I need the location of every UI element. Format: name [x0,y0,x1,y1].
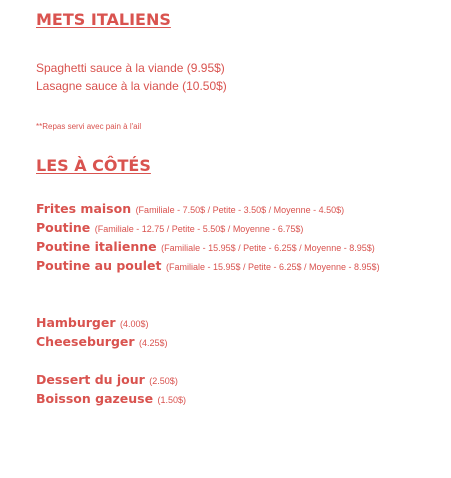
menu-item-poutine [36,220,303,237]
section-title-sides: LES À CÔTÉS [36,156,151,175]
menu-item-poutine-au-poulet [36,258,380,275]
section-title-italian: METS ITALIENS [36,10,171,29]
item-name: Frites maison [36,201,132,216]
menu-item-cheeseburger [36,334,168,351]
item-details: (Familiale - 15.95$ / Petite - 6.25$ / Moyenne - 8.95$) [165,262,380,272]
item-details: (Familiale - 12.75 / Petite - 5.50$ / Moyenne - 6.75$) [94,224,304,234]
item-details: (Familiale - 15.95$ / Petite - 6.25$ / Moyenne - 8.95$) [161,243,375,253]
item-details: (4.25$) [139,338,168,348]
menu-item-poutine-italienne [36,239,375,256]
item-name: Dessert du jour [36,372,145,387]
item-name: Poutine italienne [36,239,157,254]
item-name: Cheeseburger [36,334,135,349]
menu-item-boisson-gazeuse [36,391,186,408]
item-details: (1.50$) [157,395,187,405]
item-name: Poutine [36,220,91,235]
menu-note-garlic-bread: **Repas servi avec pain à l'ail [36,122,142,131]
menu-item-lasagne: Lasagne sauce à la viande (10.50$) [36,79,227,93]
item-details: (4.00$) [119,319,149,329]
item-name: Boisson gazeuse [36,391,154,406]
menu-item-frites-maison [36,201,344,218]
menu-item-dessert-du-jour [36,372,178,389]
item-name: Poutine au poulet [36,258,162,273]
menu-item-hamburger [36,315,149,332]
menu-item-spaghetti: Spaghetti sauce à la viande (9.95$) [36,61,225,75]
item-details: (Familiale - 7.50$ / Petite - 3.50$ / Moyenne - 4.50$) [135,205,345,215]
item-details: (2.50$) [149,376,178,386]
item-name: Hamburger [36,315,116,330]
